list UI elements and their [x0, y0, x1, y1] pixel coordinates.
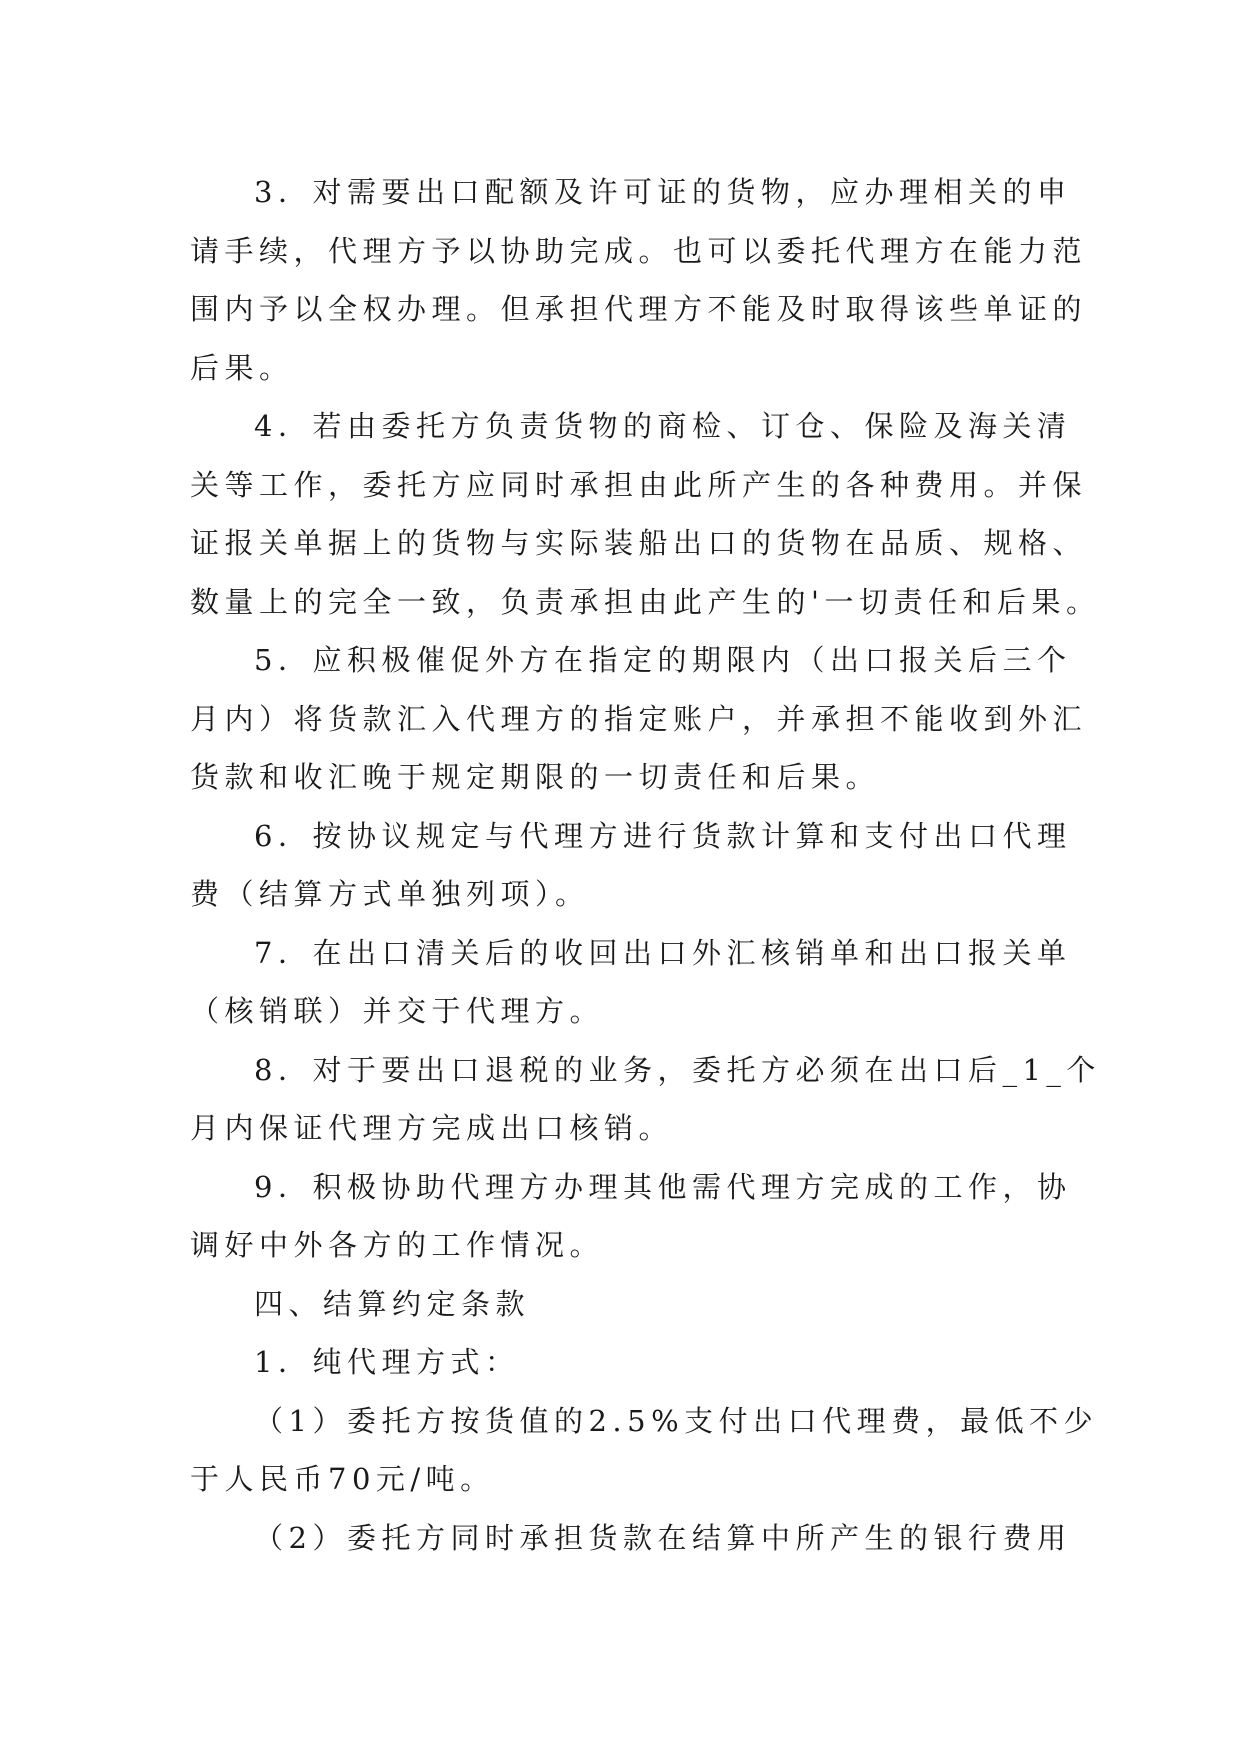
paragraph-line: 货款和收汇晚于规定期限的一切责任和后果。	[190, 760, 881, 794]
paragraph-line: 证报关单据上的货物与实际装船出口的货物在品质、规格、	[190, 526, 1088, 560]
paragraph-line: 关等工作，委托方应同时承担由此所产生的各种费用。并保	[190, 467, 1088, 502]
paragraph-line: 4．若由委托方负责货物的商检、订仓、保险及海关清	[254, 409, 1072, 443]
paragraph-line: 5．应积极催促外方在指定的期限内（出口报关后三个	[254, 643, 1072, 677]
paragraph-line: 8．对于要出口退税的业务，委托方必须在出口后_1_个	[254, 1052, 1101, 1087]
paragraph-line: 数量上的完全一致，负责承担由此产生的'一切责任和后果。	[190, 584, 1101, 619]
paragraph-line: 6．按协议规定与代理方进行货款计算和支付出口代理	[254, 818, 1072, 853]
paragraph-line: 围内予以全权办理。但承担代理方不能及时取得该些单证的	[190, 292, 1088, 326]
paragraph-line: 请手续，代理方予以协助完成。也可以委托代理方在能力范	[190, 233, 1088, 268]
paragraph-line: 月内）将货款汇入代理方的指定账户，并承担不能收到外汇	[190, 701, 1088, 736]
paragraph-line: 费（结算方式单独列项）。	[190, 877, 590, 911]
paragraph-line: 后果。	[190, 350, 294, 385]
paragraph-line: （1）委托方按货值的2.5%支付出口代理费，最低不少	[254, 1403, 1099, 1438]
paragraph-line: 9．积极协助代理方办理其他需代理方完成的工作，协	[254, 1169, 1072, 1204]
section-heading: 四、结算约定条款	[254, 1286, 531, 1321]
paragraph-line: （核销联）并交于代理方。	[190, 994, 605, 1028]
document-body	[190, 163, 1101, 1567]
subsection-heading: 1．纯代理方式：	[254, 1345, 520, 1379]
paragraph-line: 调好中外各方的工作情况。	[190, 1228, 605, 1262]
paragraph-line: 月内保证代理方完成出口核销。	[190, 1111, 674, 1145]
paragraph-line: 于人民币70元/吨。	[190, 1462, 495, 1496]
paragraph-line: 3．对需要出口配额及许可证的货物，应办理相关的申	[254, 175, 1072, 209]
paragraph-line: 7．在出口清关后的收回出口外汇核销单和出口报关单	[254, 935, 1072, 970]
paragraph-line: （2）委托方同时承担货款在结算中所产生的银行费用	[254, 1520, 1072, 1555]
